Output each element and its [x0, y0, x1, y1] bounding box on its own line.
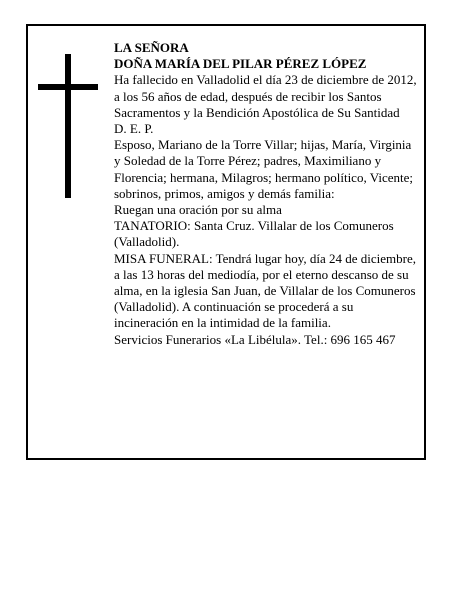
- cross-vertical-bar: [65, 54, 71, 198]
- obituary-notice: [26, 24, 426, 460]
- family-list: Esposo, Mariano de la Torre Villar; hijas, María, Virginia y Soledad de la Torre Pérez; padres, Maximiliano y Florencia; hermana, Milagros; hermano político, Vicente; sobrinos, primos, amigos y demás familia:: [114, 137, 413, 201]
- funeral-info: MISA FUNERAL: Tendrá lugar hoy, día 24 de diciembre, a las 13 horas del mediodía, por el eterno descanso de su alma, en la iglesia San Juan, de Villalar de los Comuneros (Valladolid). A continuación se procederá a su incineración en la intimidad de la familia.: [114, 250, 417, 331]
- cross-horizontal-bar: [38, 84, 98, 90]
- obituary-heading: LA SEÑORA: [114, 40, 189, 55]
- dep-abbreviation: D. E. P.: [114, 121, 154, 137]
- funeral-services: Servicios Funerarios «La Libélula». Tel.: 696 165 467: [114, 331, 396, 347]
- prayer-request: Ruegan una oración por su alma: [114, 202, 282, 218]
- death-info: Ha fallecido en Valladolid el día 23 de diciembre de 2012, a los 56 años de edad, después de recibir los Santos Sacramentos y la Bendición Apostólica de Su Santidad: [114, 72, 417, 120]
- obituary-text: [114, 40, 420, 348]
- latin-cross-icon: [38, 54, 98, 198]
- deceased-name: DOÑA MARÍA DEL PILAR PÉREZ LÓPEZ: [114, 56, 367, 72]
- tanatorio-info: TANATORIO: Santa Cruz. Villalar de los Comuneros (Valladolid).: [114, 218, 394, 250]
